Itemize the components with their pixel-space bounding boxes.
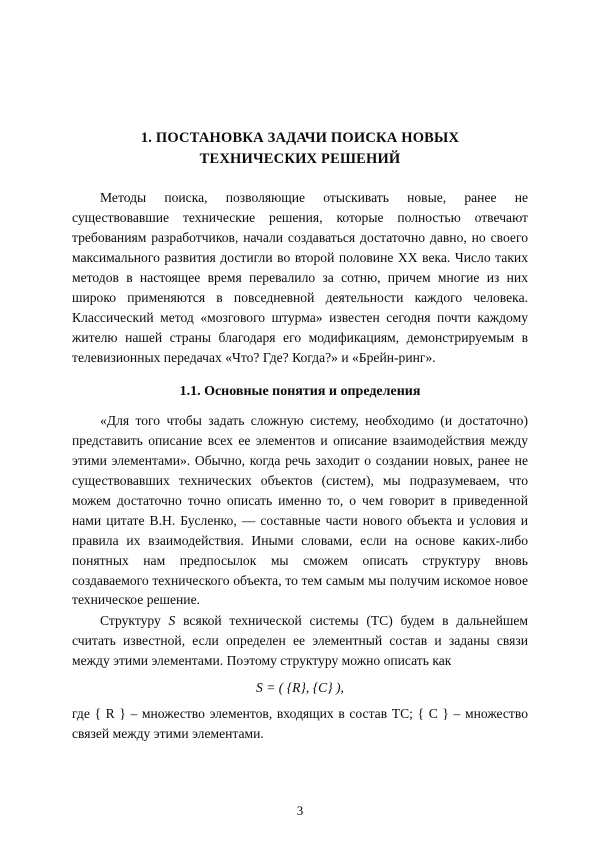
paragraph-structure-part-1: Структуру — [100, 613, 169, 629]
formula-structure: S = ( {R}, {C} ), — [256, 680, 344, 696]
chapter-title-line-1: 1. ПОСТАНОВКА ЗАДАЧИ ПОИСКА НОВЫХ — [140, 130, 460, 146]
paragraph-formula-legend: где { R } – множество элементов, входящих в состав ТС; { C } – множество связей между этими элементами. — [72, 706, 528, 742]
section-title: 1.1. Основные понятия и определения — [179, 383, 421, 399]
paragraph-structure — [72, 611, 528, 671]
paragraph-structure-part-2: всякой технической системы (ТС) будем в дальнейшем считать известной, если определен ее элементный состав и заданы связи между этими элементами. Поэтому структуру можно описать как — [72, 613, 528, 669]
page-number: 3 — [296, 803, 304, 818]
symbol-s: S — [168, 613, 176, 629]
chapter-title-line-2: ТЕХНИЧЕСКИХ РЕШЕНИЙ — [199, 151, 401, 168]
chapter-title — [72, 128, 528, 170]
paragraph-definitions: «Для того чтобы задать сложную систему, необходимо (и достаточно) представить описание всех ее элементов и описание взаимодействия между этими элементами». Обычно, когда речь заходит о создании новых, ранее не существовавших технических объектов (систем), мы подразумеваем, что можем достаточно точно описать именно то, о чем говорит в приведенной нами цитате В.Н. Бусленко, — составные части нового объекта и условия и правила их взаимодействия. Иными словами, если на основе каких-либо понятных нам предпосылок мы сможем описать структуру вновь создаваемого технического объекта, то тем самым мы получим искомое новое техническое решение. — [72, 412, 528, 608]
paragraph-intro: Методы поиска, позволяющие отыскивать новые, ранее не существовавшие технические решения, которые полностью отвечают требованиям разработчиков, начали создаваться достаточно давно, но своего максимального развития достигли во второй половине XX века. Число таких методов в настоящее время перевалило за сотню, причем многие из них широко применяются в повседневной деятельности каждого человека. Классический метод «мозгового штурма» известен сегодня почти каждому жителю нашей страны благодаря его модификациям, демонстрируемым в телевизионных передачах «Что? Где? Когда?» и «Брейн-ринг». — [72, 190, 528, 365]
